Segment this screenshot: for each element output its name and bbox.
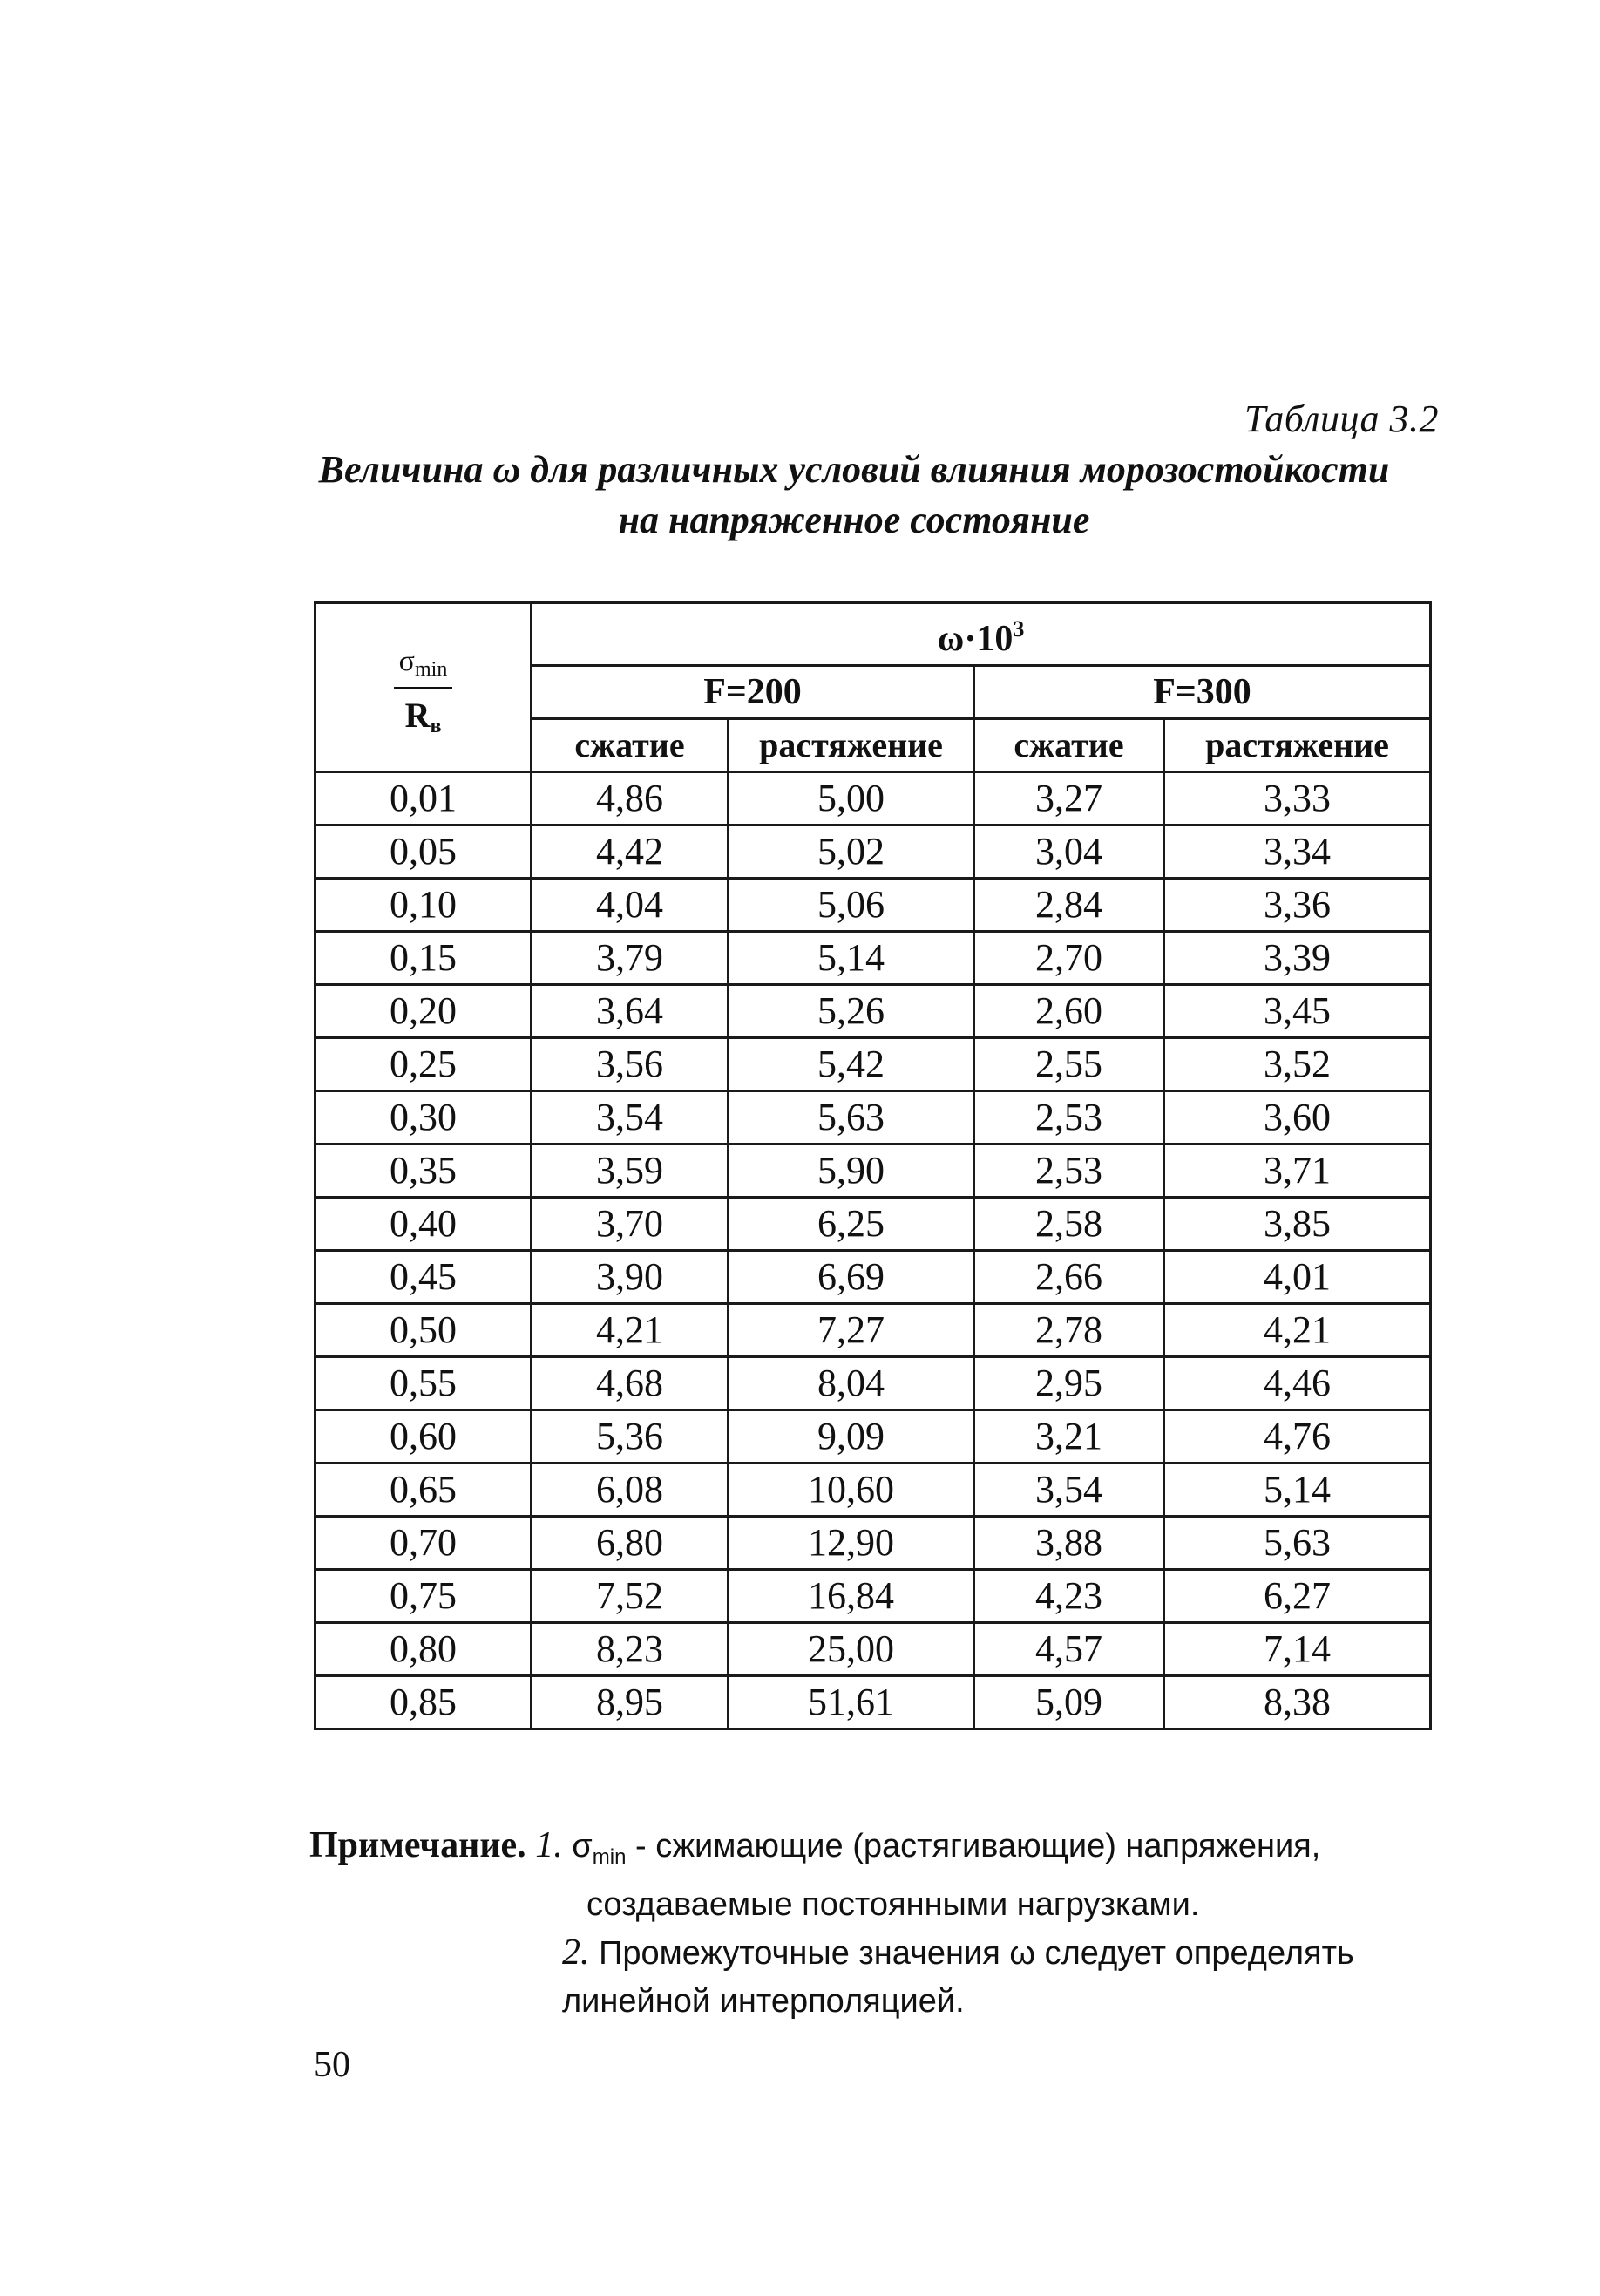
value-cell: 3,54 xyxy=(532,1091,729,1145)
value-cell: 2,78 xyxy=(974,1304,1164,1357)
table-row xyxy=(315,1357,1431,1410)
table-row xyxy=(315,1623,1431,1676)
table-label: Таблица 3.2 xyxy=(1244,397,1439,440)
value-cell: 3,56 xyxy=(532,1038,729,1091)
value-cell: 5,02 xyxy=(729,825,974,879)
table-row xyxy=(315,932,1431,985)
value-cell: 3,52 xyxy=(1164,1038,1431,1091)
value-cell: 8,23 xyxy=(532,1623,729,1676)
value-cell: 5,63 xyxy=(729,1091,974,1145)
value-cell: 5,63 xyxy=(1164,1517,1431,1570)
table-row xyxy=(315,1251,1431,1304)
value-cell: 3,59 xyxy=(532,1145,729,1198)
table-row xyxy=(315,1410,1431,1464)
value-cell: 4,23 xyxy=(974,1570,1164,1623)
ratio-cell: 0,35 xyxy=(315,1145,532,1198)
value-cell: 3,90 xyxy=(532,1251,729,1304)
value-cell: 8,04 xyxy=(729,1357,974,1410)
value-cell: 3,34 xyxy=(1164,825,1431,879)
note-item-1-text: - сжимающие (растягивающие) напряжения, xyxy=(634,1828,1321,1865)
value-cell: 6,25 xyxy=(729,1198,974,1251)
note-line-3 xyxy=(309,1929,1442,1978)
value-cell: 3,88 xyxy=(974,1517,1164,1570)
rv-label: $R_в$ xyxy=(404,695,442,737)
value-cell: 3,39 xyxy=(1164,932,1431,985)
table-body xyxy=(315,772,1431,1729)
value-cell: 4,46 xyxy=(1164,1357,1431,1410)
value-cell: 2,53 xyxy=(974,1145,1164,1198)
value-cell: 5,36 xyxy=(532,1410,729,1464)
note-item-2-text: Промежуточные значения ω следует определять xyxy=(599,1935,1354,1972)
value-cell: 5,00 xyxy=(729,772,974,825)
value-cell: 4,04 xyxy=(532,879,729,932)
note-line-1 xyxy=(309,1822,1442,1881)
table-row xyxy=(315,879,1431,932)
group-header-f200: F=200 xyxy=(532,666,974,719)
value-cell: 3,64 xyxy=(532,985,729,1038)
note-line-2: создаваемые постоянными нагрузками. xyxy=(586,1886,1200,1923)
ratio-cell: 0,65 xyxy=(315,1464,532,1517)
note-block xyxy=(309,1822,1442,2026)
ratio-cell: 0,45 xyxy=(315,1251,532,1304)
value-cell: 5,42 xyxy=(729,1038,974,1091)
value-cell: 6,08 xyxy=(532,1464,729,1517)
value-cell: 7,27 xyxy=(729,1304,974,1357)
value-cell: 5,26 xyxy=(729,985,974,1038)
table-row xyxy=(315,772,1431,825)
ratio-cell: 0,15 xyxy=(315,932,532,985)
value-cell: 2,60 xyxy=(974,985,1164,1038)
ratio-cell: 0,05 xyxy=(315,825,532,879)
value-cell: 4,21 xyxy=(1164,1304,1431,1357)
value-cell: 12,90 xyxy=(729,1517,974,1570)
value-cell: 4,01 xyxy=(1164,1251,1431,1304)
value-cell: 2,55 xyxy=(974,1038,1164,1091)
value-cell: 3,33 xyxy=(1164,772,1431,825)
value-cell: 2,58 xyxy=(974,1198,1164,1251)
value-cell: 5,14 xyxy=(729,932,974,985)
sigma-min-label: $\sigma_{min}$ xyxy=(394,644,453,689)
value-cell: 2,84 xyxy=(974,879,1164,932)
ratio-cell: 0,55 xyxy=(315,1357,532,1410)
value-cell: 9,09 xyxy=(729,1410,974,1464)
ratio-cell: 0,80 xyxy=(315,1623,532,1676)
note-line-4: линейной интерполяцией. xyxy=(562,1983,965,2020)
value-cell: 4,42 xyxy=(532,825,729,879)
ratio-cell: 0,40 xyxy=(315,1198,532,1251)
value-cell: 3,54 xyxy=(974,1464,1164,1517)
value-cell: 6,80 xyxy=(532,1517,729,1570)
value-cell: 10,60 xyxy=(729,1464,974,1517)
value-cell: 3,45 xyxy=(1164,985,1431,1038)
value-cell: 4,21 xyxy=(532,1304,729,1357)
value-cell: 3,79 xyxy=(532,932,729,985)
value-cell: 7,14 xyxy=(1164,1623,1431,1676)
ratio-cell: 0,10 xyxy=(315,879,532,932)
subheader-compression: сжатие xyxy=(532,719,729,772)
ratio-cell: 0,60 xyxy=(315,1410,532,1464)
value-cell: 4,76 xyxy=(1164,1410,1431,1464)
table-title-line-1: Величина ω для различных условий влияния морозостойкости xyxy=(318,448,1390,491)
subheader-compression: сжатие xyxy=(974,719,1164,772)
value-cell: 5,09 xyxy=(974,1676,1164,1729)
table-row xyxy=(315,1517,1431,1570)
value-cell: 3,36 xyxy=(1164,879,1431,932)
subheader-tension: растяжение xyxy=(1164,719,1431,772)
ratio-cell: 0,85 xyxy=(315,1676,532,1729)
table-row xyxy=(315,825,1431,879)
table-row xyxy=(315,1304,1431,1357)
value-cell: 2,70 xyxy=(974,932,1164,985)
value-cell: 3,71 xyxy=(1164,1145,1431,1198)
value-cell: 3,60 xyxy=(1164,1091,1431,1145)
value-cell: 3,04 xyxy=(974,825,1164,879)
note-item-1-number: 1. xyxy=(535,1825,563,1865)
value-cell: 8,38 xyxy=(1164,1676,1431,1729)
value-cell: 5,14 xyxy=(1164,1464,1431,1517)
ratio-cell: 0,20 xyxy=(315,985,532,1038)
note-item-2-number: 2. xyxy=(562,1933,590,1973)
value-cell: 3,70 xyxy=(532,1198,729,1251)
value-cell: 2,95 xyxy=(974,1357,1164,1410)
omega-header: $\omega\cdot 10^3$ xyxy=(532,603,1431,666)
value-cell: 7,52 xyxy=(532,1570,729,1623)
table-row xyxy=(315,1464,1431,1517)
corner-header-cell xyxy=(315,603,532,772)
note-heading: Примечание. xyxy=(309,1825,526,1865)
value-cell: 5,90 xyxy=(729,1145,974,1198)
table-row xyxy=(315,985,1431,1038)
note-sigma-symbol: $\sigma_{min}$ xyxy=(572,1828,627,1869)
value-cell: 8,95 xyxy=(532,1676,729,1729)
table-row xyxy=(315,1198,1431,1251)
page-number: 50 xyxy=(314,2045,350,2085)
ratio-cell: 0,70 xyxy=(315,1517,532,1570)
value-cell: 51,61 xyxy=(729,1676,974,1729)
ratio-cell: 0,50 xyxy=(315,1304,532,1357)
value-cell: 25,00 xyxy=(729,1623,974,1676)
table-title-line-2: на напряженное состояние xyxy=(618,499,1090,541)
value-cell: 16,84 xyxy=(729,1570,974,1623)
table-row xyxy=(315,1091,1431,1145)
value-cell: 4,86 xyxy=(532,772,729,825)
value-cell: 4,68 xyxy=(532,1357,729,1410)
value-cell: 5,06 xyxy=(729,879,974,932)
value-cell: 3,21 xyxy=(974,1410,1164,1464)
value-cell: 3,85 xyxy=(1164,1198,1431,1251)
omega-table xyxy=(314,601,1432,1730)
value-cell: 6,69 xyxy=(729,1251,974,1304)
value-cell: 2,53 xyxy=(974,1091,1164,1145)
ratio-cell: 0,01 xyxy=(315,772,532,825)
table-row xyxy=(315,1038,1431,1091)
value-cell: 2,66 xyxy=(974,1251,1164,1304)
value-cell: 6,27 xyxy=(1164,1570,1431,1623)
table-row xyxy=(315,1570,1431,1623)
group-header-f300: F=300 xyxy=(974,666,1431,719)
value-cell: 4,57 xyxy=(974,1623,1164,1676)
table-row xyxy=(315,1676,1431,1729)
ratio-cell: 0,30 xyxy=(315,1091,532,1145)
ratio-cell: 0,75 xyxy=(315,1570,532,1623)
ratio-cell: 0,25 xyxy=(315,1038,532,1091)
subheader-tension: растяжение xyxy=(729,719,974,772)
value-cell: 3,27 xyxy=(974,772,1164,825)
table-row xyxy=(315,1145,1431,1198)
